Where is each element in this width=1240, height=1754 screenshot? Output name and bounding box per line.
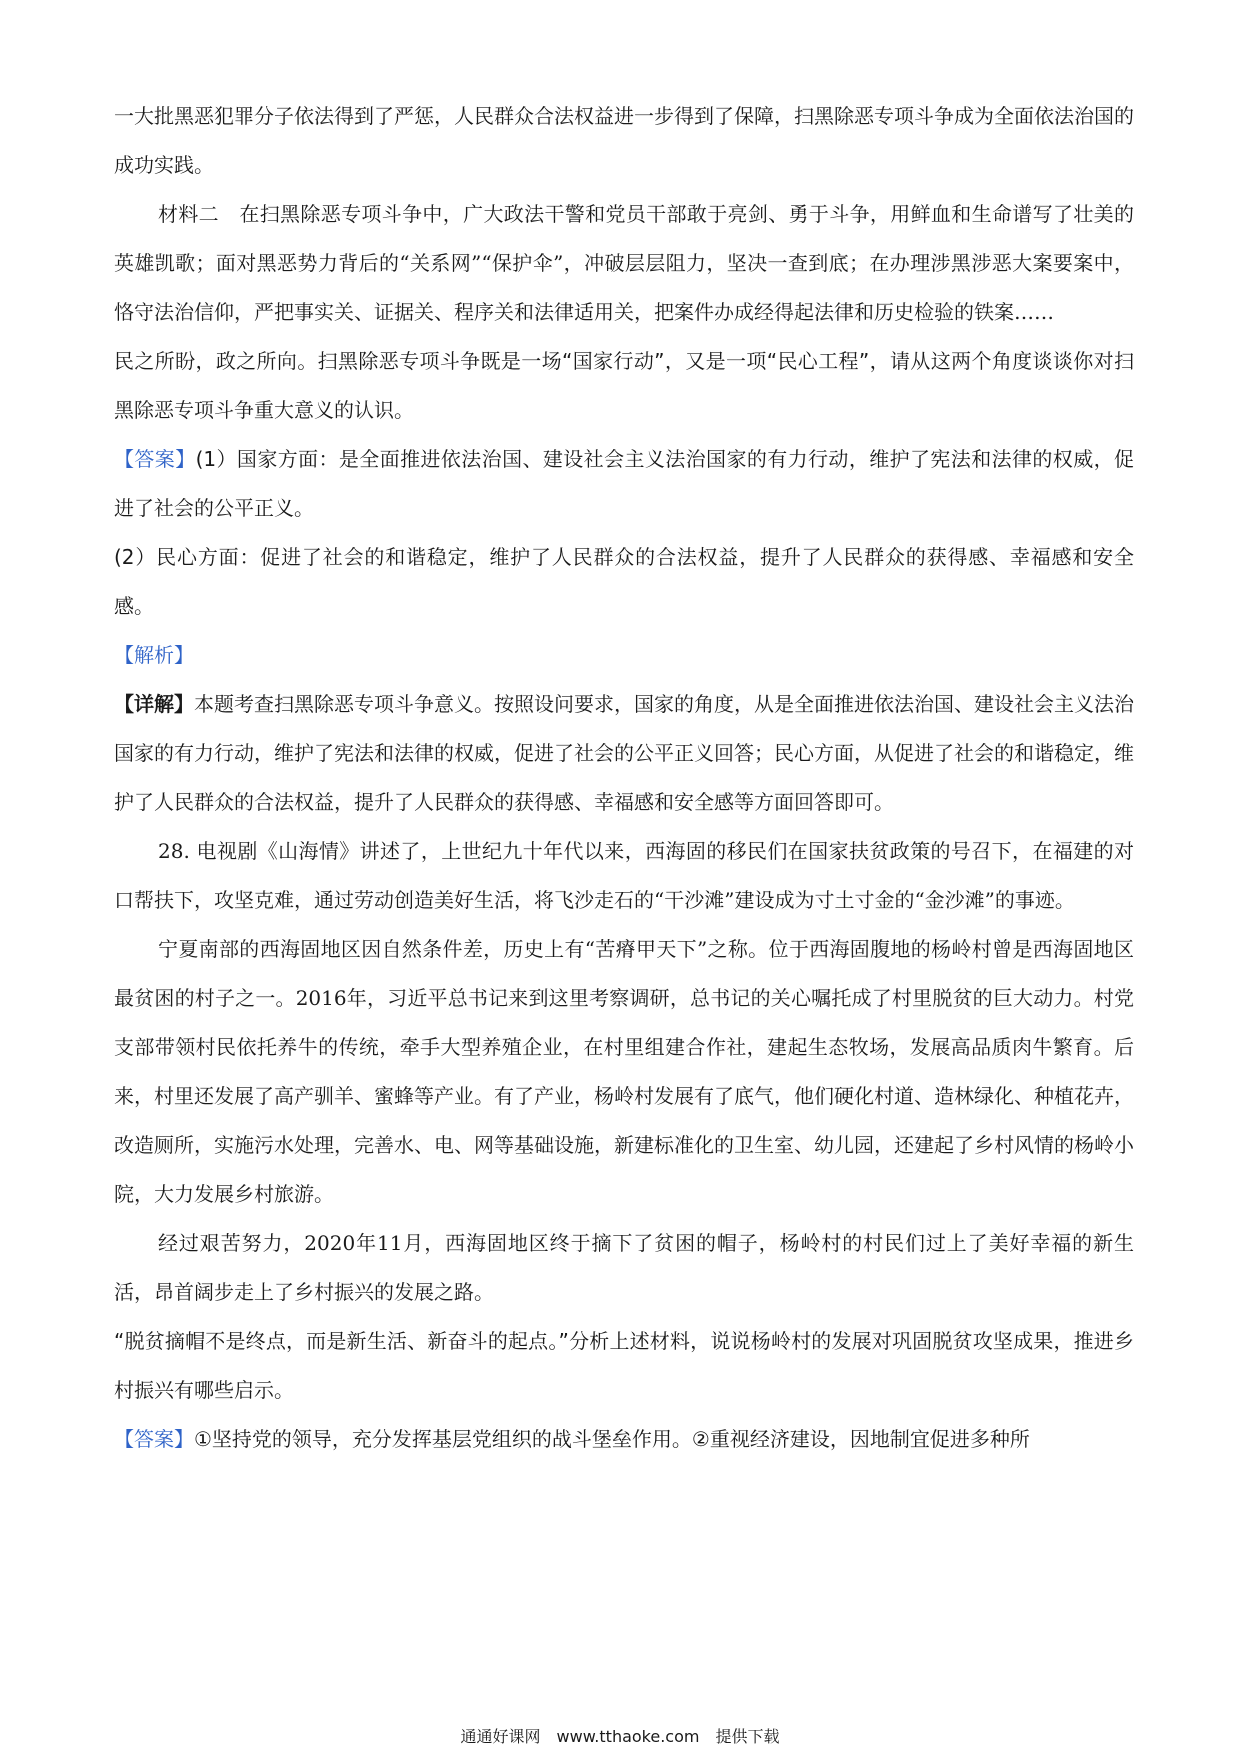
question-28-prompt: “脱贫摘帽不是终点，而是新生活、新奋斗的起点。”分析上述材料，说说杨岭村的发展对巩固脱贫攻坚成果，推进乡村振兴有哪些启示。 <box>114 1329 1134 1402</box>
material-two: 材料二 在扫黑除恶专项斗争中，广大政法干警和党员干部敢于亮剑、勇于斗争，用鲜血和生命谱写了壮美的英雄凯歌；面对黑恶势力背后的“关系网”“保护伞”，冲破层层阻力，坚决一查到底；在办理涉黑涉恶大案要案中，恪守法治信仰，严把事实关、证据关、程序关和法律适用关，把案件办成经得起法律和历史检验的铁案…… <box>114 202 1134 324</box>
answer-27 <box>114 435 1134 533</box>
detail-tag: 【详解】 <box>114 692 194 716</box>
detail-explanation <box>114 680 1134 827</box>
answer-28 <box>114 1415 1134 1464</box>
answer-28-text: ①坚持党的领导，充分发挥基层党组织的战斗堡垒作用。②重视经济建设，因地制宜促进多种所 <box>194 1427 1030 1451</box>
answer-tag: 【答案】 <box>114 1427 194 1451</box>
document-page <box>114 92 1134 1464</box>
question-27-prompt: 民之所盼，政之所向。扫黑除恶专项斗争既是一场“国家行动”，又是一项“民心工程”，请从这两个角度谈谈你对扫黑除恶专项斗争重大意义的认识。 <box>114 349 1134 422</box>
answer-27-part2: (2）民心方面：促进了社会的和谐稳定，维护了人民群众的合法权益，提升了人民群众的获得感、幸福感和安全感。 <box>114 545 1134 618</box>
analysis-tag: 【解析】 <box>114 643 194 667</box>
question-28-intro: 28. 电视剧《山海情》讲述了，上世纪九十年代以来，西海固的移民们在国家扶贫政策的号召下，在福建的对口帮扶下，攻坚克难，通过劳动创造美好生活，将飞沙走石的“干沙滩”建设成为寸土寸金的“金沙滩”的事迹。 <box>114 839 1134 912</box>
page-footer: 通通好课网 www.tthaoke.com 提供下载 <box>460 1727 780 1746</box>
question-28-material-2: 经过艰苦努力，2020年11月，西海固地区终于摘下了贫困的帽子，杨岭村的村民们过上了美好幸福的新生活，昂首阔步走上了乡村振兴的发展之路。 <box>114 1231 1134 1304</box>
question-28-material-1: 宁夏南部的西海固地区因自然条件差，历史上有“苦瘠甲天下”之称。位于西海固腹地的杨岭村曾是西海固地区最贫困的村子之一。2016年，习近平总书记来到这里考察调研，总书记的关心嘱托成了村里脱贫的巨大动力。村党支部带领村民依托养牛的传统，牵手大型养殖企业，在村里组建合作社，建起生态牧场，发展高品质肉牛繁育。后来，村里还发展了高产驯羊、蜜蜂等产业。有了产业，杨岭村发展有了底气，他们硬化村道、造林绿化、种植花卉，改造厕所，实施污水处理，完善水、电、网等基础设施，新建标准化的卫生室、幼儿园，还建起了乡村风情的杨岭小院，大力发展乡村旅游。 <box>114 937 1134 1206</box>
material-one-continuation: 一大批黑恶犯罪分子依法得到了严惩，人民群众合法权益进一步得到了保障，扫黑除恶专项斗争成为全面依法治国的成功实践。 <box>114 104 1134 177</box>
answer-tag: 【答案】 <box>114 447 196 471</box>
answer-27-part1: (1）国家方面：是全面推进依法治国、建设社会主义法治国家的有力行动，维护了宪法和法律的权威，促进了社会的公平正义。 <box>114 447 1134 520</box>
detail-text: 本题考查扫黑除恶专项斗争意义。按照设问要求，国家的角度，从是全面推进依法治国、建设社会主义法治国家的有力行动，维护了宪法和法律的权威，促进了社会的公平正义回答；民心方面，从促进了社会的和谐稳定，维护了人民群众的合法权益，提升了人民群众的获得感、幸福感和安全感等方面回答即可。 <box>114 692 1134 814</box>
